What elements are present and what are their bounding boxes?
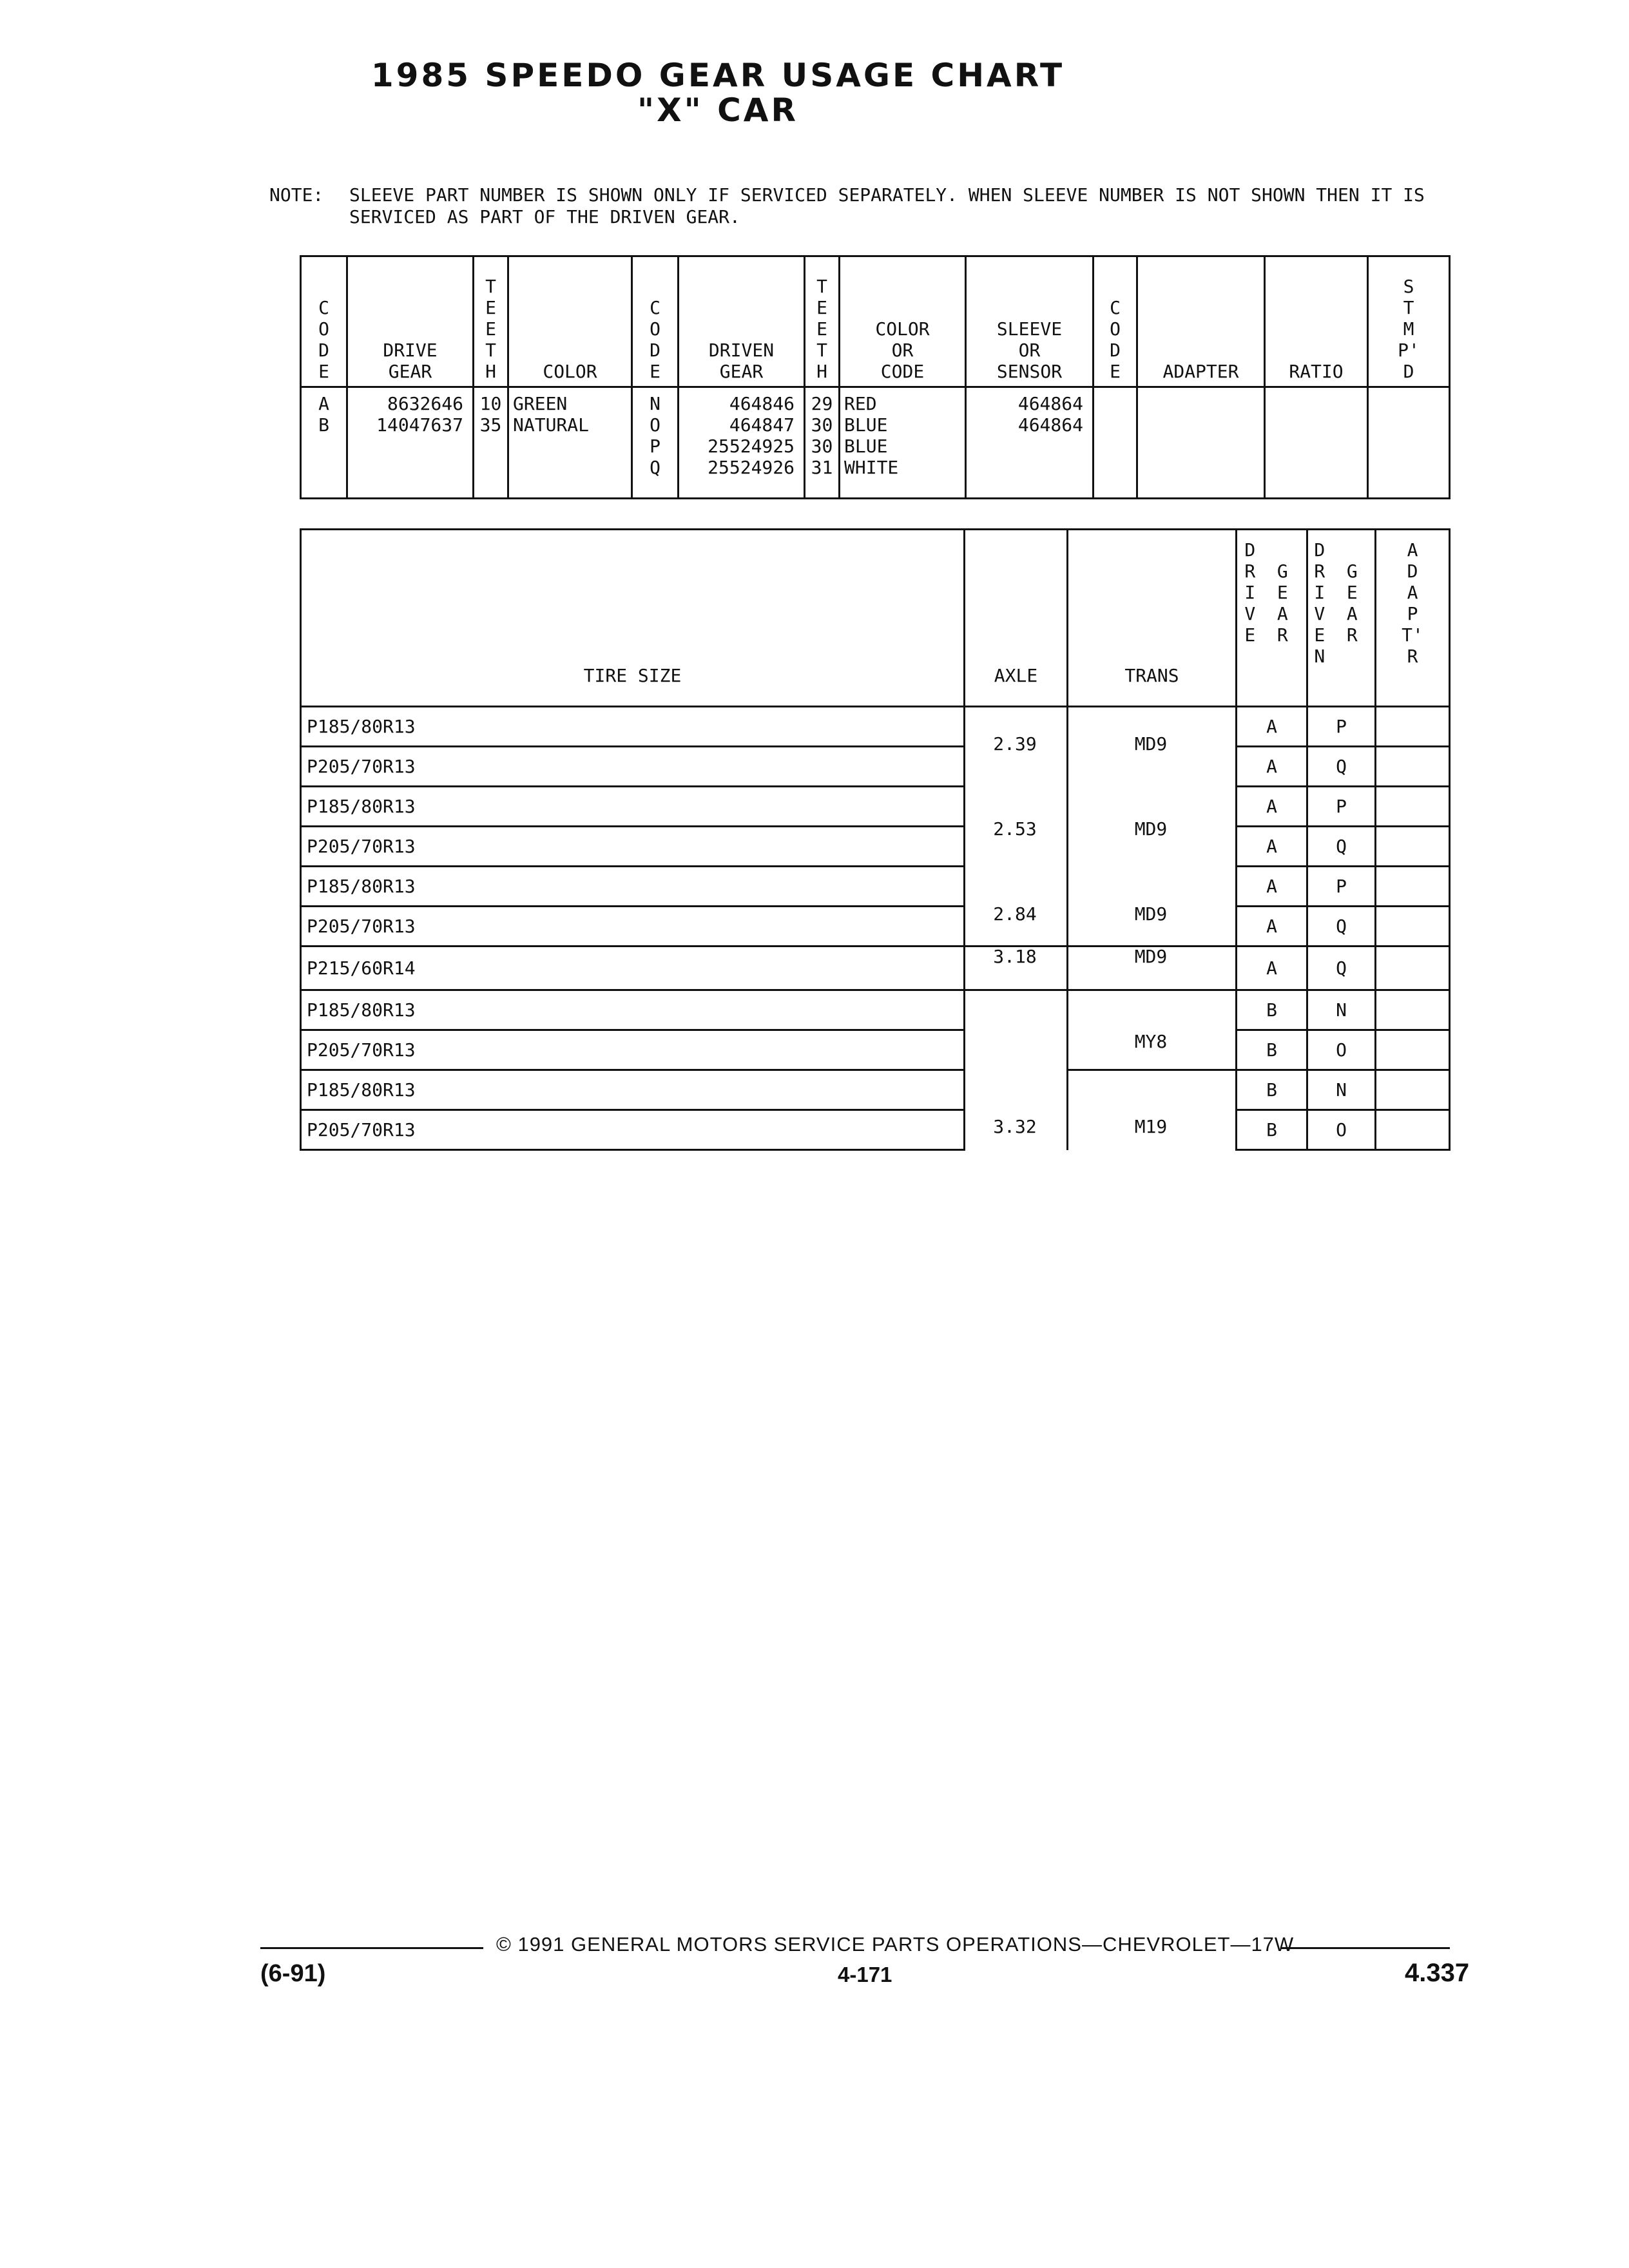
header-stmpd: S T M P' D xyxy=(1368,256,1450,387)
footer-section-number: 4.337 xyxy=(1405,1959,1470,1987)
header-axle: AXLE xyxy=(965,530,1068,707)
tire-size: P205/70R13 xyxy=(301,1030,965,1070)
note-line-1: SLEEVE PART NUMBER IS SHOWN ONLY IF SERVICED SEPARATELY. WHEN SLEEVE NUMBER IS NOT SHOWN THEN IT IS xyxy=(349,184,1425,206)
trans-value: MD9 xyxy=(1134,946,1168,967)
tire-size: P185/80R13 xyxy=(301,787,965,827)
usage-table xyxy=(300,528,1451,1151)
drive-gear-code: B xyxy=(1237,1030,1307,1070)
header-code: C O D E xyxy=(301,256,347,387)
table-row xyxy=(301,1070,1450,1110)
axle-value: 2.39 xyxy=(993,733,1037,754)
driven-codes: N O P Q xyxy=(650,393,660,478)
driven-gear-code: Q xyxy=(1307,947,1376,990)
drive-gear-code: A xyxy=(1237,787,1307,827)
header-driven-gear: DRIVEN GEAR xyxy=(679,256,805,387)
footer-rule-right xyxy=(1281,1947,1450,1949)
trans-value: MD9 xyxy=(1134,818,1168,840)
tire-size: P205/70R13 xyxy=(301,747,965,787)
header-code: C O D E xyxy=(632,256,679,387)
drive-colors: GREEN NATURAL xyxy=(513,393,590,436)
axle-value: 3.32 xyxy=(993,1116,1037,1137)
drive-gear-code: B xyxy=(1237,1110,1307,1150)
driven-gear-code: Q xyxy=(1307,747,1376,787)
table-row xyxy=(301,787,1450,827)
tire-size: P185/80R13 xyxy=(301,707,965,747)
trans-value: M19 xyxy=(1134,1116,1168,1137)
header-color-or-code: COLOR OR CODE xyxy=(840,256,966,387)
header-driven-gear: D R G I E V A E R N xyxy=(1307,530,1376,707)
header-ratio: RATIO xyxy=(1265,256,1368,387)
table-row xyxy=(301,707,1450,747)
tire-size: P205/70R13 xyxy=(301,907,965,947)
axle-value: 3.18 xyxy=(993,946,1037,967)
table-row xyxy=(301,990,1450,1030)
tire-size: P205/70R13 xyxy=(301,827,965,867)
header-drive-gear: D R G I E V A E R xyxy=(1237,530,1307,707)
drive-gear-code: A xyxy=(1237,947,1307,990)
header-teeth: T E E T H xyxy=(474,256,508,387)
driven-teeth: 29 30 30 31 xyxy=(811,393,833,478)
driven-gear-code: P xyxy=(1307,787,1376,827)
tire-size: P185/80R13 xyxy=(301,990,965,1030)
header-drive-gear: DRIVE GEAR xyxy=(347,256,474,387)
table-row xyxy=(301,747,1450,787)
drive-gear-code: B xyxy=(1237,1070,1307,1110)
trans-value: MD9 xyxy=(1134,733,1168,754)
gear-table xyxy=(300,255,1451,499)
drive-codes: A B xyxy=(318,393,329,436)
note-line-2: SERVICED AS PART OF THE DRIVEN GEAR. xyxy=(349,206,740,227)
header-color: COLOR xyxy=(508,256,632,387)
footer-rule-left xyxy=(260,1947,483,1949)
chart-title: 1985 SPEEDO GEAR USAGE CHART xyxy=(371,57,1065,94)
tire-size: P205/70R13 xyxy=(301,1110,965,1150)
header-adapter: ADAPTER xyxy=(1137,256,1265,387)
driven-gear-code: Q xyxy=(1307,907,1376,947)
header-trans: TRANS xyxy=(1068,530,1237,707)
drive-gear-code: A xyxy=(1237,707,1307,747)
drive-gear-code: A xyxy=(1237,907,1307,947)
driven-gear-code: O xyxy=(1307,1110,1376,1150)
drive-gear-code: A xyxy=(1237,747,1307,787)
driven-gear-code: N xyxy=(1307,1070,1376,1110)
drive-gear-numbers: 8632646 14047637 xyxy=(376,393,463,436)
table-row xyxy=(301,947,1450,990)
driven-gear-code: Q xyxy=(1307,827,1376,867)
axle-value: 2.53 xyxy=(993,818,1037,840)
footer-date: (6-91) xyxy=(260,1960,326,1987)
table-row xyxy=(301,1110,1450,1150)
footer-copyright: © 1991 GENERAL MOTORS SERVICE PARTS OPERATIONS—CHEVROLET—17W xyxy=(496,1933,1295,1956)
drive-gear-code: A xyxy=(1237,867,1307,907)
table-row xyxy=(301,1030,1450,1070)
note-label: NOTE: xyxy=(269,184,324,206)
driven-gear-numbers: 464846 464847 25524925 25524926 xyxy=(708,393,795,478)
header-code: C O D E xyxy=(1094,256,1137,387)
driven-colors: RED BLUE BLUE WHITE xyxy=(844,393,899,478)
header-adapter: A D A P T' R xyxy=(1376,530,1450,707)
tire-size: P185/80R13 xyxy=(301,867,965,907)
table-row xyxy=(301,867,1450,907)
header-sleeve-or-sensor: SLEEVE OR SENSOR xyxy=(966,256,1094,387)
tire-size: P215/60R14 xyxy=(301,947,965,990)
trans-value: MY8 xyxy=(1134,1031,1168,1052)
driven-gear-code: P xyxy=(1307,707,1376,747)
trans-value: MD9 xyxy=(1134,903,1168,925)
tire-size: P185/80R13 xyxy=(301,1070,965,1110)
chart-subtitle: "X" CAR xyxy=(637,91,798,129)
axle-value: 2.84 xyxy=(993,903,1037,925)
table-row xyxy=(301,907,1450,947)
sleeve-numbers: 464864 464864 xyxy=(1017,393,1083,436)
header-tire-size: TIRE SIZE xyxy=(301,530,965,707)
drive-gear-code: A xyxy=(1237,827,1307,867)
footer-page-number: 4-171 xyxy=(838,1963,892,1986)
header-teeth: T E E T H xyxy=(805,256,840,387)
driven-gear-code: N xyxy=(1307,990,1376,1030)
driven-gear-code: P xyxy=(1307,867,1376,907)
table-row xyxy=(301,827,1450,867)
drive-teeth: 10 35 xyxy=(479,393,502,436)
driven-gear-code: O xyxy=(1307,1030,1376,1070)
drive-gear-code: B xyxy=(1237,990,1307,1030)
